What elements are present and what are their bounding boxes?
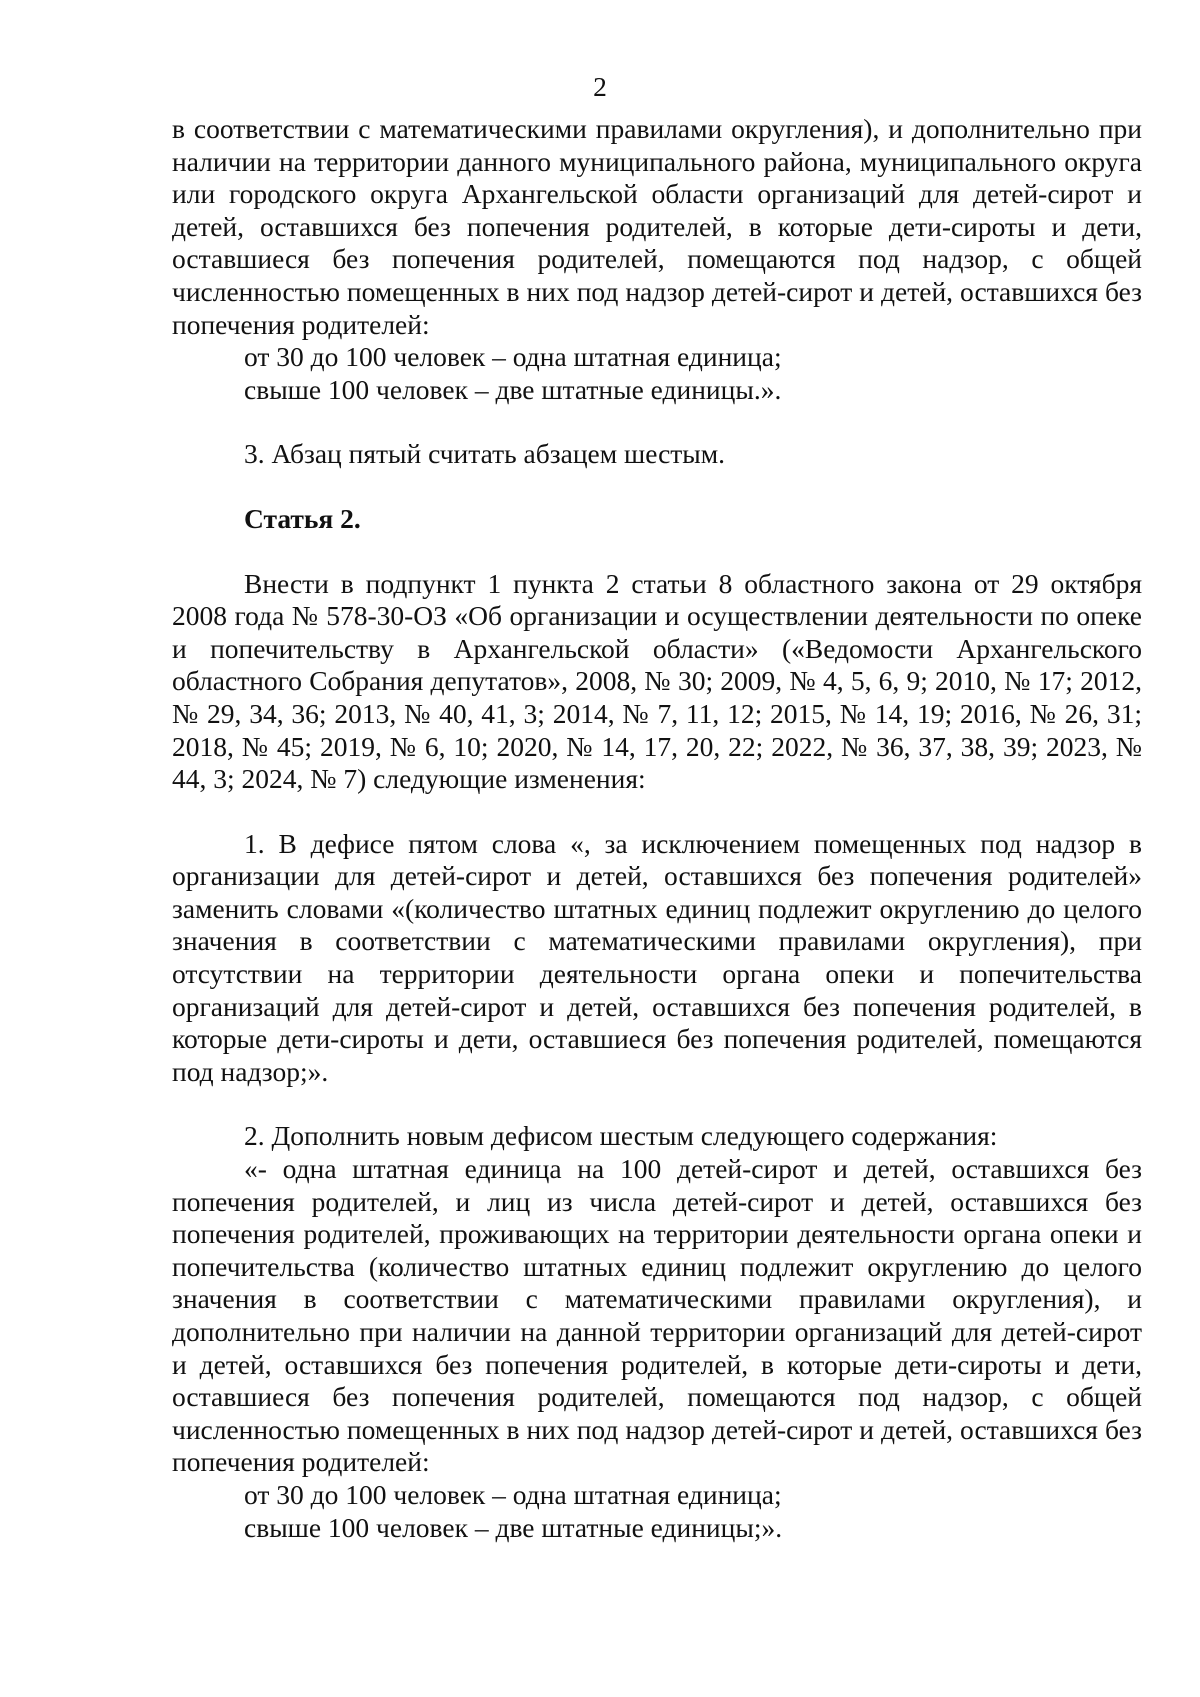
page-number: 2	[593, 71, 607, 102]
paragraph-article-2-intro: Внести в подпункт 1 пункта 2 статьи 8 областного закона от 29 октября 2008 года № 578-30-ОЗ «Об организации и осуществлении деятельности по опеке и попечительству в Архангельской области» («Ведомости Архангельского областного Собрания депутатов», 2008, № 30; 2009, № 4, 5, 6, 9; 2010, № 17; 2012, № 29, 34, 36; 2013, № 40, 41, 3; 2014, № 7, 11, 12; 2015, № 14, 19; 2016, № 26, 31; 2018, № 45; 2019, № 6, 10; 2020, № 14, 17, 20, 22; 2022, № 36, 37, 38, 39; 2023, № 44, 3; 2024, № 7) следующие изменения:	[172, 567, 1142, 795]
list-line-over-100-second: свыше 100 человек – две штатные единицы;».	[244, 1511, 783, 1543]
paragraph-item-3: 3. Абзац пятый считать абзацем шестым.	[244, 438, 726, 470]
list-line-30-100-second: от 30 до 100 человек – одна штатная единица;	[244, 1478, 782, 1510]
paragraph-item-2: 2. Дополнить новым дефисом шестым следующего содержания:	[244, 1120, 998, 1152]
list-line-over-100: свыше 100 человек – две штатные единицы.».	[244, 373, 782, 405]
paragraph-continuation: в соответствии с математическими правилами округления), и дополнительно при наличии на территории данного муниципального района, муниципального округа или городского округа Архангельской области организаций для детей-сирот и детей, оставшихся без попечения родителей, в которые дети-сироты и дети, оставшиеся без попечения родителей, помещаются под надзор, с общей численностью помещенных в них под надзор детей-сирот и детей, оставшихся без попечения родителей:	[172, 113, 1142, 340]
list-line-30-100: от 30 до 100 человек – одна штатная единица;	[244, 341, 782, 373]
paragraph-item-1: 1. В дефисе пятом слова «, за исключением помещенных под надзор в организации для детей-сирот и детей, оставшихся без попечения родителей» заменить словами «(количество штатных единиц подлежит округлению до целого значения в соответствии с математическими правилами округления), при отсутствии на территории деятельности органа опеки и попечительства организаций для детей-сирот и детей, оставшихся без попечения родителей, в которые дети-сироты и дети, оставшиеся без попечения родителей, помещаются под надзор;».	[172, 827, 1142, 1087]
document-body	[172, 113, 1142, 1544]
article-heading: Статья 2.	[244, 502, 361, 534]
paragraph-new-dash: «- одна штатная единица на 100 детей-сирот и детей, оставшихся без попечения родителей, и лиц из числа детей-сирот и детей, оставшихся без попечения родителей, проживающих на территории деятельности органа опеки и попечительства (количество штатных единиц подлежит округлению до целого значения в соответствии с математическими правилами округления), и дополнительно при наличии на данной территории организаций для детей-сирот и детей, оставшихся без попечения родителей, в которые дети-сироты и дети, оставшиеся без попечения родителей, помещаются под надзор, с общей численностью помещенных в них под надзор детей-сирот и детей, оставшихся без попечения родителей:	[172, 1153, 1142, 1478]
